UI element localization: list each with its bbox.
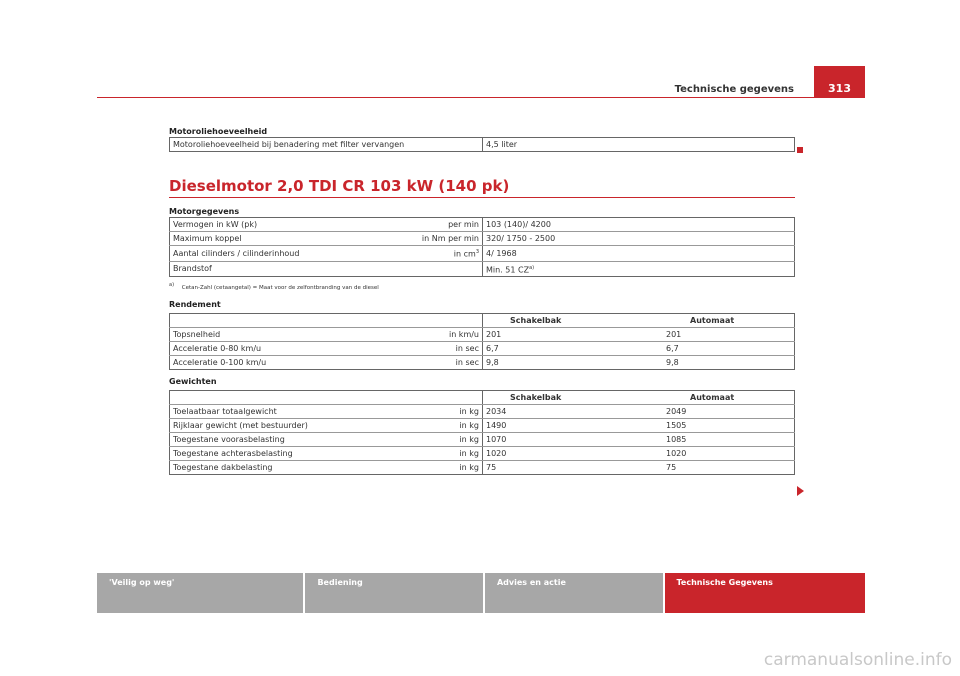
engine-value: 103 (140)/ 4200 <box>483 218 795 232</box>
engine-data-label: Motorgegevens <box>169 207 240 216</box>
engine-value: Min. 51 CZ <box>486 265 530 275</box>
col-auto: Automaat <box>663 391 795 405</box>
weight-desc: Toegestane dakbelasting <box>173 463 273 473</box>
weight-auto: 2049 <box>663 405 795 419</box>
perf-desc: Acceleratie 0-80 km/u <box>170 342 407 356</box>
perf-unit: in sec <box>406 342 483 356</box>
engine-value-cell <box>483 261 795 277</box>
weight-manual: 1490 <box>483 419 664 433</box>
footnote-text: Cetan-Zahl (cetaangetal) = Maat voor de zelfontbranding van de diesel <box>181 285 379 292</box>
weight-manual: 1070 <box>483 433 664 447</box>
oil-label: Motoroliehoeveelheid <box>169 127 268 136</box>
table-row <box>170 246 795 262</box>
perf-desc: Acceleratie 0-100 km/u <box>173 358 267 368</box>
perf-auto: 6,7 <box>663 342 795 356</box>
table-row <box>170 461 795 475</box>
perf-unit: in sec <box>406 356 483 370</box>
engine-unit <box>406 261 483 277</box>
col-manual: Schakelbak <box>483 391 664 405</box>
nav-tab-advies-en-actie[interactable]: Advies en actie <box>485 573 663 613</box>
table-row <box>170 342 795 356</box>
nav-tab-technische-gegevens[interactable]: Technische Gegevens <box>665 573 865 613</box>
engine-value: 320/ 1750 - 2500 <box>483 232 795 246</box>
table-row <box>170 405 795 419</box>
weight-unit: in kg <box>406 433 483 447</box>
empty-header <box>406 314 483 328</box>
engine-unit: in Nm per min <box>406 232 483 246</box>
nav-tab-veilig-op-weg[interactable]: 'Veilig op weg' <box>97 573 303 613</box>
weight-auto: 75 <box>666 463 677 473</box>
chapter-nav <box>97 573 865 613</box>
weight-desc: Toegestane achterasbelasting <box>170 447 407 461</box>
watermark: carmanualsonline.info <box>763 650 952 670</box>
footnote <box>169 282 795 291</box>
engine-unit-sup: 3 <box>475 249 479 255</box>
engine-unit-cell <box>406 246 483 262</box>
weight-manual: 75 <box>486 463 497 473</box>
footnote-ref: a) <box>529 264 535 271</box>
weight-desc: Toelaatbaar totaalgewicht <box>170 405 407 419</box>
nav-tab-bediening[interactable]: Bediening <box>305 573 483 613</box>
footnote-marker: a) <box>169 282 175 289</box>
performance-label: Rendement <box>169 300 221 310</box>
weight-manual: 2034 <box>483 405 664 419</box>
weight-desc: Rijklaar gewicht (met bestuurder) <box>170 419 407 433</box>
table-row <box>170 138 795 152</box>
empty-header <box>406 391 483 405</box>
oil-table <box>169 137 795 152</box>
engine-desc: Brandstof <box>173 264 212 274</box>
weight-unit: in kg <box>406 419 483 433</box>
perf-manual: 9,8 <box>486 358 499 368</box>
performance-table <box>169 313 795 370</box>
table-row <box>170 356 795 370</box>
table-row <box>170 232 795 246</box>
engine-value: 4/ 1968 <box>483 246 795 262</box>
perf-desc: Topsnelheid <box>170 328 407 342</box>
col-auto: Automaat <box>663 314 795 328</box>
table-row <box>170 328 795 342</box>
perf-manual: 201 <box>483 328 664 342</box>
perf-auto: 9,8 <box>666 358 679 368</box>
weights-label: Gewichten <box>169 377 217 387</box>
weight-unit: in kg <box>406 447 483 461</box>
page-number: 313 <box>814 66 865 97</box>
perf-unit: in km/u <box>406 328 483 342</box>
table-row <box>170 419 795 433</box>
col-manual: Schakelbak <box>483 314 664 328</box>
oil-value: 4,5 liter <box>486 140 518 149</box>
engine-desc: Aantal cilinders / cilinderinhoud <box>170 246 407 262</box>
table-header-row <box>170 314 795 328</box>
weight-unit: in kg <box>406 405 483 419</box>
weight-auto: 1085 <box>663 433 795 447</box>
engine-title-rule <box>169 197 795 198</box>
empty-header <box>170 391 407 405</box>
weight-desc: Toegestane voorasbelasting <box>170 433 407 447</box>
weights-table <box>169 390 795 475</box>
table-row <box>170 218 795 232</box>
table-row <box>170 261 795 277</box>
engine-unit: in cm <box>453 249 476 259</box>
section-end-icon <box>797 147 803 153</box>
weight-manual: 1020 <box>483 447 664 461</box>
oil-desc: Motoroliehoeveelheid bij benadering met filter vervangen <box>170 138 483 152</box>
weight-auto: 1505 <box>663 419 795 433</box>
perf-manual: 6,7 <box>483 342 664 356</box>
content <box>169 126 795 475</box>
engine-table <box>169 217 795 277</box>
perf-auto: 201 <box>663 328 795 342</box>
table-header-row <box>170 391 795 405</box>
next-page-arrow-icon[interactable] <box>797 486 804 496</box>
weight-auto: 1020 <box>663 447 795 461</box>
engine-desc: Maximum koppel <box>170 232 407 246</box>
engine-desc: Vermogen in kW (pk) <box>170 218 407 232</box>
engine-title: Dieselmotor 2,0 TDI CR 103 kW (140 pk) <box>169 177 510 195</box>
header-rule <box>97 97 865 98</box>
table-row <box>170 447 795 461</box>
empty-header <box>170 314 407 328</box>
table-row <box>170 433 795 447</box>
engine-unit: per min <box>406 218 483 232</box>
weight-unit: in kg <box>406 461 483 475</box>
header-title: Technische gegevens <box>674 84 794 95</box>
